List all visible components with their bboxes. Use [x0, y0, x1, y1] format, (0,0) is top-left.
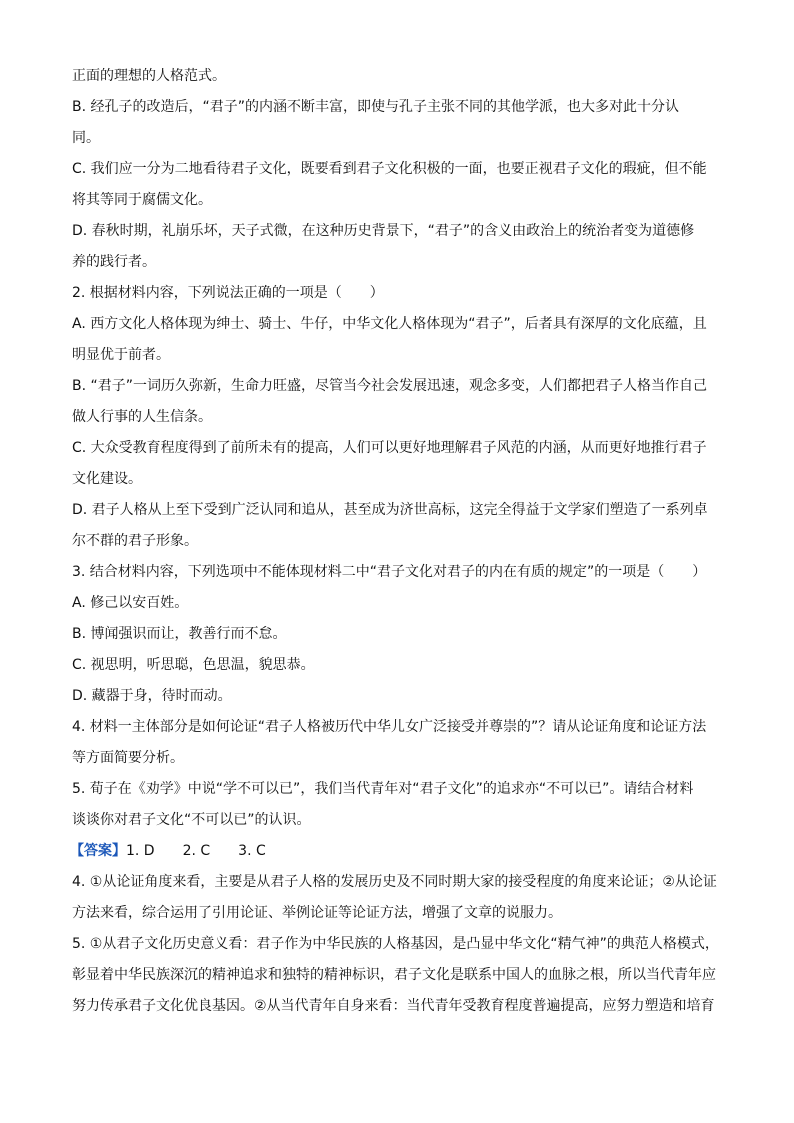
answer-text-line: 4. ①从论证角度来看，主要是从君子人格的发展历史及不同时期大家的接受程度的角度来论证；②从论证 [72, 874, 717, 890]
text-line: 做人行事的人生信条。 [72, 409, 212, 425]
text-line: 尔不群的君子形象。 [72, 533, 198, 549]
option-b: B. 博闻强识而让，教善行而不怠。 [72, 626, 287, 642]
question-5: 5. 荀子在《劝学》中说“学不可以已”，我们当代青年对“君子文化”的追求亦“不可以已”。请结合材料 [72, 781, 694, 797]
text-line: C. 我们应一分为二地看待君子文化，既要看到君子文化积极的一面，也要正视君子文化的瑕疵，但不能 [72, 161, 707, 177]
question-4: 4. 材料一主体部分是如何论证“君子人格被历代中华儿女广泛接受并尊崇的”？请从论证角度和论证方法 [72, 719, 707, 735]
text-line: 同。 [72, 130, 100, 146]
question-2: 2. 根据材料内容，下列说法正确的一项是（ ） [72, 285, 384, 301]
text-line: A. 西方文化人格体现为绅士、骑士、牛仔，中华文化人格体现为“君子”，后者具有深厚的文化底蕴，且 [72, 316, 707, 332]
option-d: D. 藏器于身，待时而动。 [72, 688, 232, 704]
text-line: 等方面简要分析。 [72, 750, 184, 766]
text-line: C. 大众受教育程度得到了前所未有的提高，人们可以更好地理解君子风范的内涵，从而更好地推行君子 [72, 440, 707, 456]
answer-text-line: 努力传承君子文化优良基因。②从当代青年自身来看：当代青年受教育程度普遍提高，应努力塑造和培育 [72, 998, 715, 1014]
text-line: D. 君子人格从上至下受到广泛认同和追从，甚至成为济世高标，这完全得益于文学家们塑造了一系列卓 [72, 502, 708, 518]
text-line: D. 春秋时期，礼崩乐坏，天子式微，在这种历史背景下，“君子”的含义由政治上的统治者变为道德修 [72, 223, 695, 239]
answer-label: 【答案】 [70, 843, 126, 859]
answer-text-line: 5. ①从君子文化历史意义看：君子作为中华民族的人格基因，是凸显中华文化“精气神”的典范人格模式， [72, 936, 719, 952]
text-line: 明显优于前者。 [72, 347, 170, 363]
text-line: 文化建设。 [72, 471, 142, 487]
question-3: 3. 结合材料内容，下列选项中不能体现材料二中“君子文化对君子的内在有质的规定”的一项是（ ） [72, 564, 707, 580]
answer-line [70, 841, 730, 861]
text-line: 谈谈你对君子文化“不可以已”的认识。 [72, 812, 311, 828]
answer-choices: 1. D 2. C 3. C [126, 843, 266, 859]
answer-text-line: 彰显着中华民族深沉的精神追求和独特的精神标识，君子文化是联系中国人的血脉之根，所以当代青年应 [72, 967, 716, 983]
text-line: B. “君子”一词历久弥新，生命力旺盛，尽管当今社会发展迅速，观念多变，人们都把君子人格当作自己 [72, 378, 708, 394]
text-line: B. 经孔子的改造后，“君子”的内涵不断丰富，即使与孔子主张不同的其他学派，也大多对此十分认 [72, 99, 680, 115]
option-c: C. 视思明，听思聪，色思温，貌思恭。 [72, 657, 315, 673]
text-line: 养的践行者。 [72, 254, 156, 270]
option-a: A. 修己以安百姓。 [72, 595, 189, 611]
text-line: 将其等同于腐儒文化。 [72, 192, 212, 208]
answer-text-line: 方法来看，综合运用了引用论证、举例论证等论证方法，增强了文章的说服力。 [72, 905, 562, 921]
text-line: 正面的理想的人格范式。 [72, 68, 226, 84]
